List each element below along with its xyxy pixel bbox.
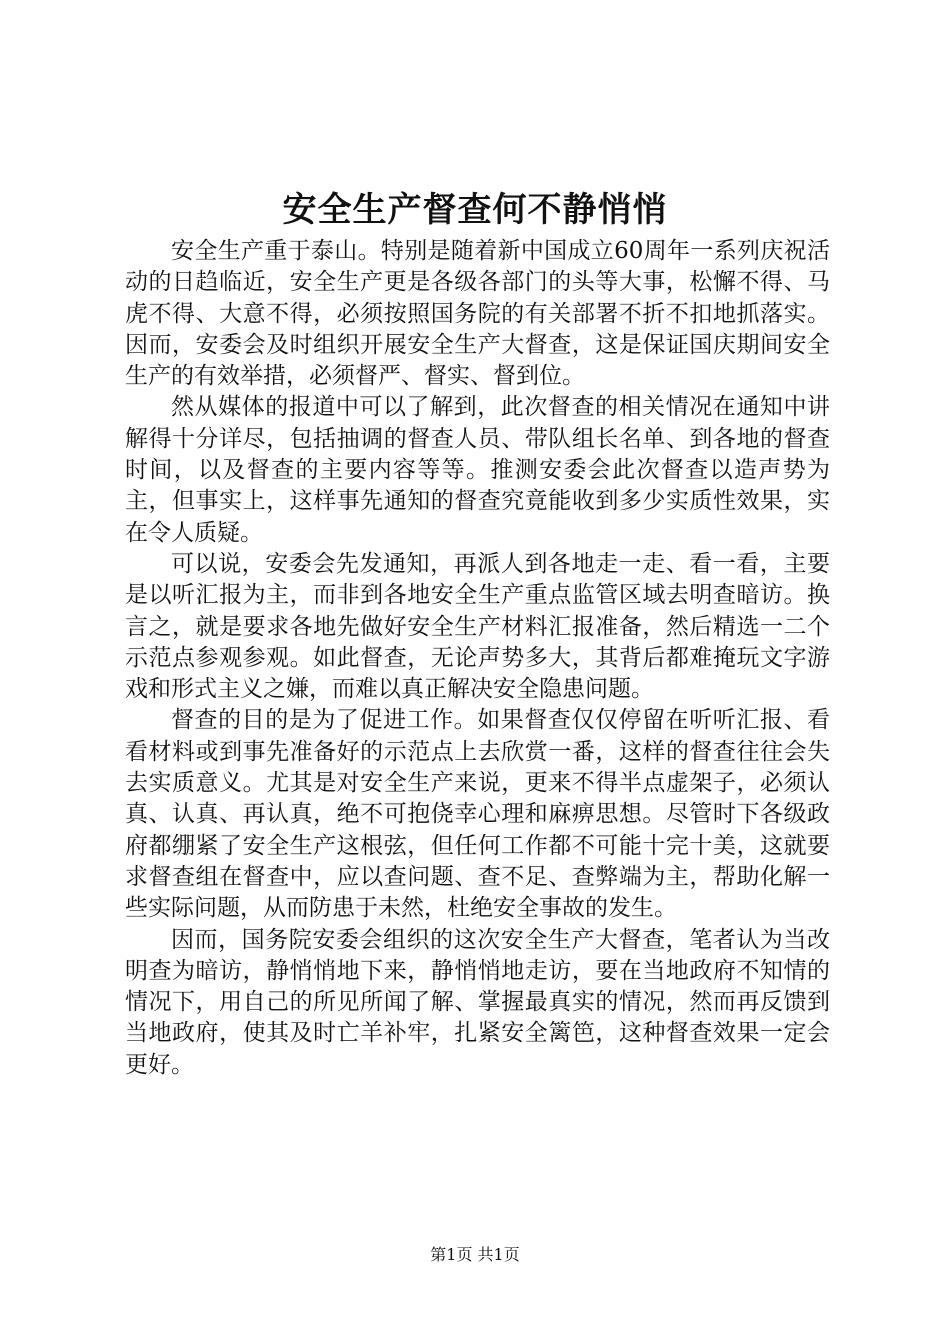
paragraph-3: 可以说，安委会先发通知，再派人到各地走一走、看一看，主要是以听汇报为主，而非到各地安全生产重点监管区域去明查暗访。换言之，就是要求各地先做好安全生产材料汇报准备，然后精选一二个示范点参观参观。如此督查，无论声势多大，其背后都难掩玩文字游戏和形式主义之嫌，而难以真正解决安全隐患问题。	[125, 550, 830, 703]
paragraph-2: 然从媒体的报道中可以了解到，此次督查的相关情况在通知中讲解得十分详尽，包括抽调的督查人员、带队组长名单、到各地的督查时间，以及督查的主要内容等等。推测安委会此次督查以造声势为主，但事实上，这样事先通知的督查究竟能收到多少实质性效果，实在令人质疑。	[125, 394, 830, 546]
page-footer: 第1页 共1页	[430, 1245, 520, 1264]
paragraph-4: 督查的目的是为了促进工作。如果督查仅仅停留在听听汇报、看看材料或到事先准备好的示范点上去欣赏一番，这样的督查往往会失去实质意义。尤其是对安全生产来说，更来不得半点虚架子，必须认真、认真、再认真，绝不可抱侥幸心理和麻痹思想。尽管时下各级政府都绷紧了安全生产这根弦，但任何工作都不可能十完十美，这就要求督查组在督查中，应以查问题、查不足、查弊端为主，帮助化解一些实际问题，从而防患于未然，杜绝安全事故的发生。	[125, 707, 830, 922]
document-title: 安全生产督查何不静悄悄	[282, 190, 668, 230]
document-body	[125, 236, 830, 1081]
paragraph-5: 因而，国务院安委会组织的这次安全生产大督查，笔者认为当改明查为暗访，静悄悄地下来，静悄悄地走访，要在当地政府不知情的情况下，用自己的所见所闻了解、掌握最真实的情况，然而再反馈到当地政府，使其及时亡羊补牢，扎紧安全篱笆，这种督查效果一定会更好。	[125, 926, 830, 1078]
paragraph-1: 安全生产重于泰山。特别是随着新中国成立60周年一系列庆祝活动的日趋临近，安全生产更是各级各部门的头等大事，松懈不得、马虎不得、大意不得，必须按照国务院的有关部署不折不扣地抓落实。因而，安委会及时组织开展安全生产大督查，这是保证国庆期间安全生产的有效举措，必须督严、督实、督到位。	[125, 238, 830, 390]
